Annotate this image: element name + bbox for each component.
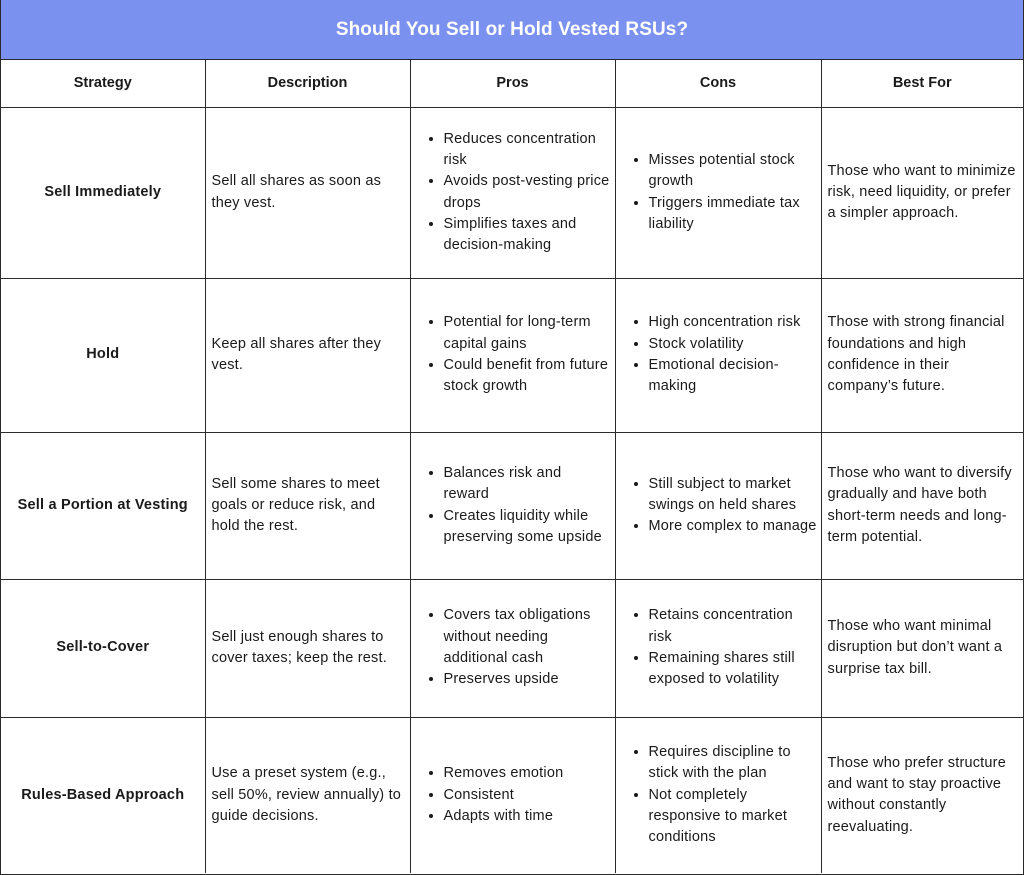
strategy-cell: Sell Immediately	[1, 107, 205, 278]
pros-item: • Adapts with time	[444, 806, 611, 827]
strategy-cell: Sell a Portion at Vesting	[1, 432, 205, 579]
table-row	[1, 278, 1023, 432]
best-for-cell: Those who want minimal disruption but don’t want a surprise tax bill.	[821, 579, 1023, 717]
table-row	[1, 717, 1023, 873]
pros-list	[421, 129, 611, 257]
table-row	[1, 579, 1023, 717]
strategy-table	[1, 60, 1023, 873]
pros-item: • Reduces concentration risk	[444, 129, 611, 172]
cons-list	[626, 474, 817, 538]
header-description: Description	[205, 60, 410, 107]
page-title: Should You Sell or Hold Vested RSUs?	[335, 18, 689, 40]
cons-list	[626, 742, 817, 848]
best-for-cell: Those who want to diversify gradually and have both short-term needs and long-term potential.	[821, 432, 1023, 579]
cons-item: • High concentration risk	[649, 312, 817, 333]
cons-item: • More complex to manage	[649, 516, 817, 537]
pros-item: • Removes emotion	[444, 763, 611, 784]
best-for-cell: Those with strong financial foundations and high confidence in their company’s future.	[821, 278, 1023, 432]
pros-cell	[410, 278, 615, 432]
cons-list	[626, 605, 817, 690]
strategy-cell: Rules-Based Approach	[1, 717, 205, 873]
best-for-cell: Those who want to minimize risk, need liquidity, or prefer a simpler approach.	[821, 107, 1023, 278]
cons-item: • Triggers immediate tax liability	[649, 193, 817, 236]
cons-item: • Emotional decision-making	[649, 355, 817, 398]
pros-item: • Balances risk and reward	[444, 463, 611, 506]
pros-cell	[410, 432, 615, 579]
description-cell: Sell just enough shares to cover taxes; keep the rest.	[205, 579, 410, 717]
cons-item: • Requires discipline to stick with the plan	[649, 742, 817, 785]
pros-item: • Preserves upside	[444, 669, 611, 690]
pros-list	[421, 463, 611, 548]
pros-item: • Could benefit from future stock growth	[444, 355, 611, 398]
cons-item: • Retains concentration risk	[649, 605, 817, 648]
cons-item: • Remaining shares still exposed to volatility	[649, 648, 817, 691]
strategy-cell: Hold	[1, 278, 205, 432]
header-strategy: Strategy	[1, 60, 205, 107]
cons-list	[626, 312, 817, 397]
best-for-cell: Those who prefer structure and want to stay proactive without constantly reevaluating.	[827, 754, 1006, 835]
header-best-for: Best For	[821, 60, 1023, 107]
pros-cell	[410, 107, 615, 278]
title-bar	[1, 0, 1023, 60]
pros-item: • Creates liquidity while preserving some upside	[444, 506, 611, 549]
pros-item: • Potential for long-term capital gains	[444, 312, 611, 355]
cons-item: • Misses potential stock growth	[649, 150, 817, 193]
cons-cell	[615, 278, 821, 432]
cons-cell	[615, 432, 821, 579]
cons-item: • Still subject to market swings on held shares	[649, 474, 817, 517]
cons-cell	[615, 579, 821, 717]
cons-cell	[615, 107, 821, 278]
description-cell: Sell all shares as soon as they vest.	[205, 107, 410, 278]
header-cons: Cons	[615, 60, 821, 107]
cons-cell	[615, 717, 821, 873]
description-cell: Keep all shares after they vest.	[205, 278, 410, 432]
pros-list	[421, 605, 611, 690]
pros-list	[421, 763, 611, 827]
table-header-row	[1, 60, 1023, 107]
table-row	[1, 432, 1023, 579]
pros-cell	[410, 717, 615, 873]
table-row	[1, 107, 1023, 278]
pros-item: • Simplifies taxes and decision-making	[444, 214, 611, 257]
cons-item: • Stock volatility	[649, 334, 817, 355]
header-pros: Pros	[410, 60, 615, 107]
pros-cell	[410, 579, 615, 717]
pros-item: • Covers tax obligations without needing additional cash	[444, 605, 611, 669]
pros-item: • Consistent	[444, 785, 611, 806]
cons-list	[626, 150, 817, 235]
description-cell: Use a preset system (e.g., sell 50%, review annually) to guide decisions.	[205, 717, 410, 873]
description-cell: Sell some shares to meet goals or reduce risk, and hold the rest.	[205, 432, 410, 579]
cons-item: • Not completely responsive to market conditions	[649, 785, 817, 849]
pros-list	[421, 312, 611, 397]
pros-item: • Avoids post-vesting price drops	[444, 171, 611, 214]
strategy-cell: Sell-to-Cover	[1, 579, 205, 717]
